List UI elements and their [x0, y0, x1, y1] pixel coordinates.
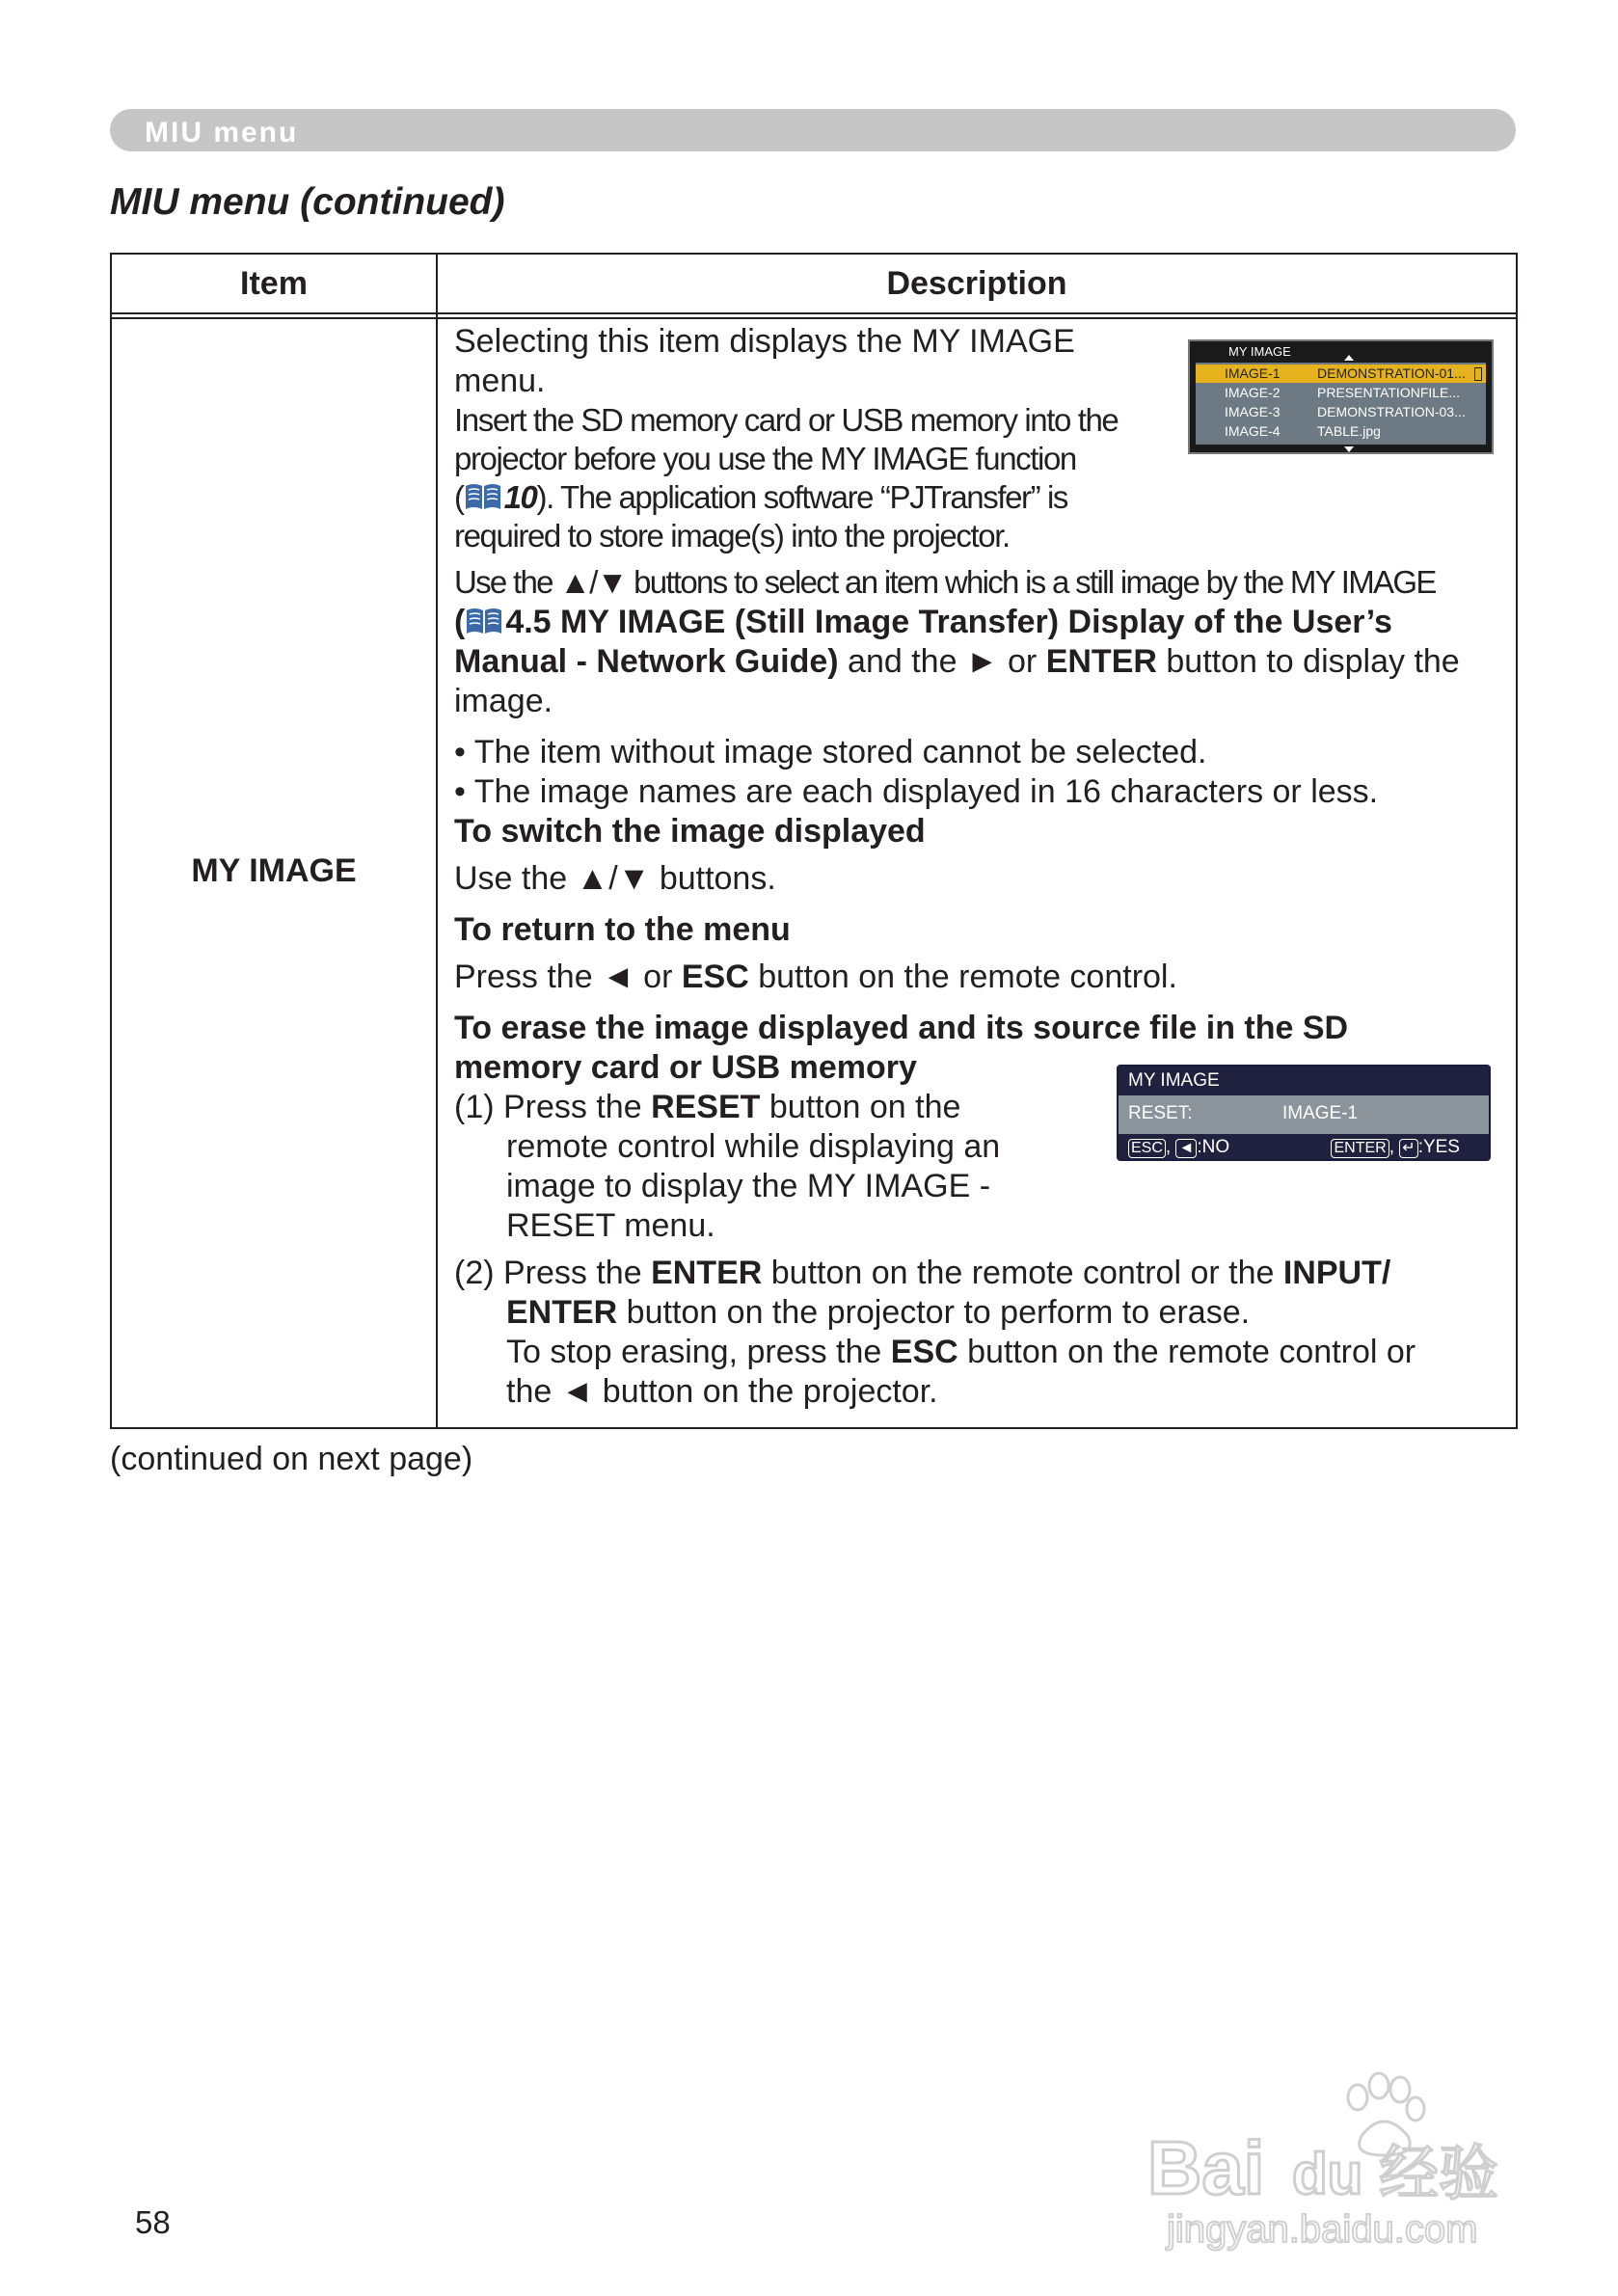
step-2: [454, 1254, 1505, 1412]
enter-key-icon: ENTER: [1331, 1139, 1389, 1158]
section-label: MIU menu: [145, 117, 299, 149]
menu-row: [1196, 422, 1486, 441]
book-reference-icon: [465, 607, 503, 635]
step-1: [454, 1088, 1081, 1246]
reset-menu-screenshot: [1117, 1065, 1491, 1161]
no-label: :NO: [1197, 1137, 1230, 1157]
switch-text: Use the ▲/▼ buttons.: [454, 860, 776, 897]
text-line: the ◄ button on the projector.: [506, 1373, 938, 1410]
header-divider: [112, 312, 1516, 314]
section-header-bar: [110, 109, 1516, 151]
key-name: ENTER: [1045, 643, 1157, 680]
bullet-item: • The image names are each displayed in 16 characters or less.: [454, 773, 1379, 810]
key-name: ENTER: [651, 1255, 763, 1291]
image-file: DEMONSTRATION-03...: [1317, 404, 1466, 419]
text-line: projector before you use the MY IMAGE function: [454, 441, 1076, 476]
scroll-indicator-icon: [1474, 367, 1482, 381]
text-fragment: Press the ◄ or: [454, 959, 682, 995]
esc-key-icon: ESC: [1128, 1139, 1166, 1158]
watermark-brand: Bai: [1147, 2125, 1265, 2210]
key-name: ESC: [681, 959, 749, 995]
watermark-brand2: du: [1292, 2142, 1363, 2206]
text-fragment: Press the: [503, 1089, 652, 1125]
text-line: image to display the MY IMAGE -: [506, 1168, 991, 1204]
page-title: MIU menu (continued): [110, 181, 505, 223]
usage-paragraph: [454, 563, 1505, 721]
text-fragment: button on the remote control.: [748, 959, 1177, 995]
key-name: ENTER: [506, 1294, 618, 1331]
text-line: Insert the SD memory card or USB memory into the: [454, 402, 1119, 438]
text-fragment: button on the projector to perform to erase.: [617, 1294, 1251, 1331]
step-number: (2): [454, 1255, 503, 1291]
text-fragment: button on the remote control or the: [762, 1255, 1283, 1291]
column-header-item: Item: [240, 265, 308, 302]
reset-value: IMAGE-1: [1282, 1103, 1359, 1123]
image-file: PRESENTATIONFILE...: [1317, 385, 1461, 400]
item-name: MY IMAGE: [191, 852, 357, 889]
subheading-return: To return to the menu: [454, 911, 791, 948]
bullet-item: • The item without image stored cannot be selected.: [454, 734, 1207, 770]
menu-row-selected: [1196, 365, 1486, 383]
column-divider: [436, 255, 438, 1427]
text-line: RESET menu.: [506, 1207, 715, 1244]
text-line: Selecting this item displays the MY IMAGE: [454, 323, 1075, 360]
book-reference-icon: [464, 482, 502, 511]
no-option: ESC , ◄ :NO: [1128, 1137, 1229, 1158]
baidu-watermark: [1147, 2059, 1552, 2252]
header-divider: [112, 317, 1516, 319]
image-slot: IMAGE-3: [1225, 404, 1281, 419]
text-line: ). The application software “PJTransfer” is: [536, 479, 1068, 515]
text-line: Use the ▲/▼ buttons to select an item which is a still image by the MY IMAGE: [454, 564, 1436, 600]
text-line: memory card or USB memory: [454, 1049, 917, 1086]
menu-row: [1196, 403, 1486, 421]
text-fragment: button on the remote control or: [957, 1334, 1416, 1370]
yes-option: ENTER , ↵ :YES: [1331, 1137, 1460, 1158]
return-text: [454, 958, 1505, 997]
reset-label: RESET:: [1128, 1103, 1193, 1123]
subheading-switch: To switch the image displayed: [454, 813, 926, 850]
key-name: INPUT/: [1282, 1255, 1391, 1291]
manual-reference[interactable]: Manual - Network Guide): [454, 643, 839, 680]
menu-row: [1196, 384, 1486, 402]
text-line: remote control while displaying an: [506, 1128, 1001, 1165]
text-line: To erase the image displayed and its source file in the SD: [454, 1010, 1349, 1046]
text-fragment: button on the: [760, 1089, 961, 1125]
screenshot-title: MY IMAGE: [1228, 344, 1291, 359]
key-name: RESET: [651, 1089, 761, 1125]
insert-paragraph: [454, 401, 1173, 555]
text-fragment: To stop erasing, press the: [506, 1334, 891, 1370]
image-slot: IMAGE-2: [1225, 385, 1281, 400]
text-fragment: and the ► or: [838, 643, 1046, 680]
text-fragment: Press the: [503, 1255, 652, 1291]
text-line: required to store image(s) into the projector.: [454, 518, 1010, 554]
image-file: DEMONSTRATION-01...: [1317, 365, 1466, 381]
bullet-list: [454, 733, 1505, 812]
page-reference[interactable]: 10: [503, 479, 537, 515]
text-line: (: [454, 479, 464, 515]
column-header-description: Description: [886, 265, 1067, 302]
image-slot: IMAGE-4: [1225, 423, 1281, 439]
text-fragment: button to display the: [1156, 643, 1460, 680]
intro-paragraph: [454, 322, 1173, 401]
description-cell: [454, 322, 1505, 1412]
enter-arrow-key-icon: ↵: [1399, 1139, 1417, 1158]
image-file: TABLE.jpg: [1317, 423, 1381, 439]
page-number: 58: [135, 2204, 171, 2240]
scroll-up-icon: [1344, 355, 1354, 361]
text-fragment: (: [454, 604, 466, 640]
text-line: menu.: [454, 363, 546, 399]
watermark-url: jingyan.baidu.com: [1167, 2208, 1478, 2251]
screenshot-title: MY IMAGE: [1128, 1070, 1220, 1091]
image-slot: IMAGE-1: [1225, 365, 1281, 381]
scroll-down-icon: [1344, 446, 1354, 452]
text-line: image.: [454, 683, 553, 719]
my-image-menu-screenshot: [1188, 339, 1494, 454]
step-number: (1): [454, 1089, 503, 1125]
left-arrow-key-icon: ◄: [1175, 1139, 1197, 1158]
manual-reference[interactable]: 4.5 MY IMAGE (Still Image Transfer) Display of the User’s: [505, 604, 1392, 640]
continued-note: (continued on next page): [110, 1441, 473, 1477]
key-name: ESC: [890, 1334, 958, 1370]
yes-label: :YES: [1417, 1137, 1460, 1157]
watermark-cn: 经验: [1379, 2138, 1499, 2208]
